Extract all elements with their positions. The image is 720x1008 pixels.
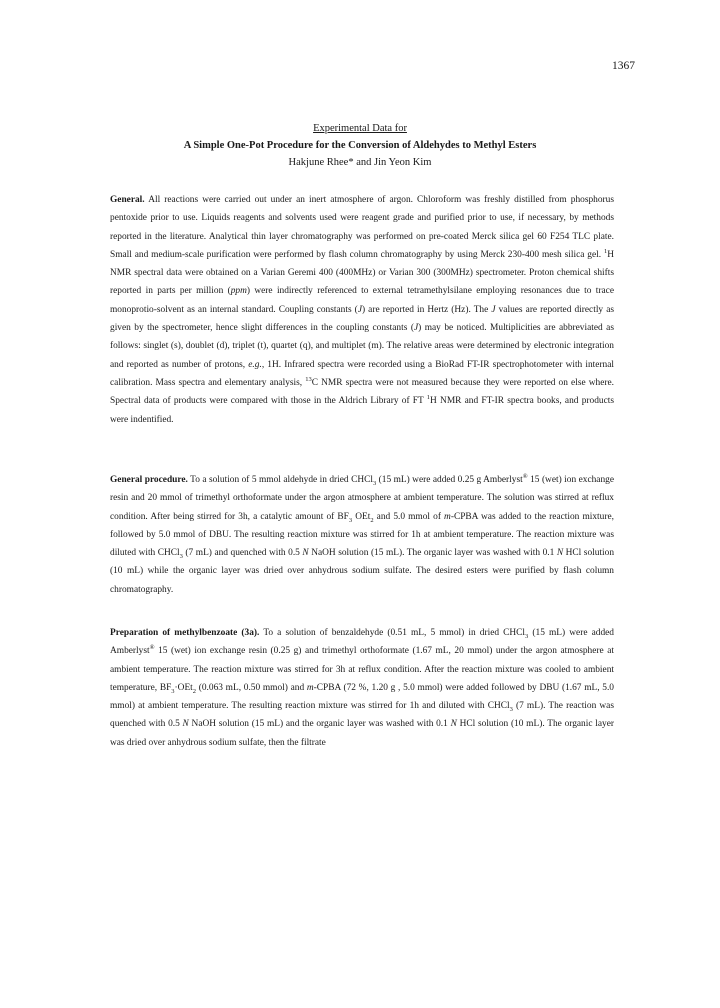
text-run: OEt <box>352 511 371 522</box>
italic-term: ppm <box>230 286 247 297</box>
text-run: To a solution of 5 mmol aldehyde in dried CHCl <box>187 475 373 485</box>
text-run: NaOH solution (15 mL) and the organic layer was washed with 0.1 <box>188 719 451 730</box>
superscript: 1 <box>426 394 431 402</box>
italic-term: N <box>182 719 189 730</box>
superscript: 1 <box>603 247 608 255</box>
general-lead: General. <box>110 195 145 205</box>
text-run: 15 (wet) ion exchange resin (0.25 g) and trimethyl orthoformate (1.67 mL, 20 mmol) under the argon atmosphere at ambient temperature. The reaction mixture was stirred for 3h at reflux condition. After the reaction mixture was cooled to ambient temperature, BF <box>110 646 614 693</box>
preparation-paragraph <box>110 624 614 752</box>
procedure-paragraph <box>110 471 614 599</box>
italic-term: N <box>556 548 564 559</box>
subscript: 3 <box>372 479 377 487</box>
page-number: 1367 <box>612 60 635 72</box>
text-run: H NMR spectral data were obtained on a Varian Geremi 400 (400MHz) or Varian 300 (300MHz) spectrometer. Proton chemical shifts reported in parts per million ( <box>110 249 614 297</box>
superscript: ® <box>522 472 528 480</box>
text-run: All reactions were carried out under an inert atmosphere of argon. Chloroform was freshly distilled from phosphorus pentoxide prior to use. Liquids reagents and solvents used were reagent grade and purified prior to use, if necessary, by methods reported in the literature. Analytical thin layer chromatography was performed on pre-coated Merck silica gel 60 F254 TLC plate. Small and medium-scale purification were performed by flash column chromatography by using Merck 230-400 mesh silica gel. <box>110 195 615 260</box>
italic-term: N <box>302 548 309 559</box>
subscript: 2 <box>370 516 374 524</box>
subscript: 3 <box>509 706 513 714</box>
superscript: 13 <box>305 375 312 383</box>
general-paragraph <box>110 191 614 429</box>
paper-title: A Simple One-Pot Procedure for the Conversion of Aldehydes to Methyl Esters <box>183 140 537 151</box>
text-run: ) were indirectly referenced to external tetramethylsilane employing resonances due to trace monoprotio-solvent as an internal standard. Coupling constants ( <box>110 286 614 315</box>
text-run: 15 (wet) ion exchange resin and 20 mmol of trimethyl orthoformate under the argon atmosphere at ambient temperature. The solution was stirred at reflux condition. After being stirred for 3h, a catalytic amount of BF <box>110 475 614 522</box>
superscript: ® <box>149 644 155 652</box>
paper-header <box>0 120 720 171</box>
text-run: and 5.0 mmol of <box>373 511 445 522</box>
text-run: ) may be noticed. Multiplicities are abbreviated as follows: singlet (s), doublet (d), triplet (t), quartet (q), and multiplet (m). The relative areas were determined by electronic integration and reported as number of protons, <box>110 323 614 370</box>
italic-term: J <box>357 304 362 315</box>
italic-term: e.g. <box>248 359 262 370</box>
text-run: (15 mL) were added 0.25 g Amberlyst <box>376 475 523 485</box>
text-run: -CPBA (72 %, 1.20 g , 5.0 mmol) were added followed by DBU (1.67 mL, 5.0 mmol) at ambient temperature. The resulting reaction mixture was stirred for 1h and diluted with CHCl <box>110 682 614 712</box>
text-run: -CPBA was added to the reaction mixture, followed by 5.0 mmol of DBU. The resulting reaction mixture was stirred for 1h at ambient temperature. The reaction mixture was diluted with CHCl <box>110 511 614 559</box>
general-section <box>110 191 614 429</box>
text-run: NaOH solution (15 mL). The organic layer was washed with 0.1 <box>308 548 557 559</box>
subscript: 3 <box>171 687 175 695</box>
subscript: 2 <box>192 687 197 695</box>
italic-term: N <box>450 719 457 730</box>
text-run: To a solution of benzaldehyde (0.51 mL, 5 mmol) in dried CHCl <box>259 628 526 638</box>
authors: Hakjune Rhee* and Jin Yeon Kim <box>288 157 432 168</box>
italic-term: m <box>444 511 451 522</box>
procedure-section <box>110 471 614 599</box>
italic-term: J <box>491 304 496 315</box>
section-heading: Experimental Data for <box>313 123 407 134</box>
text-run: HCl solution (10 mL) while the organic layer was dried over anhydrous sodium sulfate. The desired esters were purified by flash column chromatography. <box>110 548 615 595</box>
text-run: (7 mL). The reaction was quenched with 0.5 <box>110 701 614 730</box>
text-run: HCl solution (10 mL). The organic layer was dried over anhydrous sodium sulfate, then the filtrate <box>110 719 614 748</box>
text-run: , 1H. Infrared spectra were recorded using a BioRad FT-IR spectrophotometer with internal calibration. Mass spectra and elementary analysis, <box>110 359 614 388</box>
text-run: values are reported directly as given by the spectrometer, hence slight differences in the coupling constants ( <box>110 304 615 334</box>
subscript: 3 <box>348 516 353 524</box>
preparation-section <box>110 624 614 752</box>
italic-term: m <box>306 682 314 693</box>
text-run: H NMR and FT-IR spectra books, and products were indentified. <box>110 396 614 425</box>
text-run: C NMR spectra were not measured because they were reported on else where. Spectral data of products were compared with those in the Aldrich Library of FT <box>110 377 615 407</box>
subscript: 3 <box>525 632 529 640</box>
subscript: 3 <box>179 553 183 561</box>
text-run: (15 mL) were added Amberlyst <box>110 628 614 657</box>
text-run: ·OEt <box>174 682 193 693</box>
text-run: (0.063 mL, 0.50 mmol) and <box>196 682 307 693</box>
procedure-lead: General procedure. <box>110 475 188 485</box>
italic-term: J <box>413 323 419 334</box>
text-run: (7 mL) and quenched with 0.5 <box>182 548 303 559</box>
text-run: ) are reported in Hertz (Hz). The <box>361 304 492 315</box>
preparation-lead: Preparation of methylbenzoate (3a). <box>110 628 260 638</box>
